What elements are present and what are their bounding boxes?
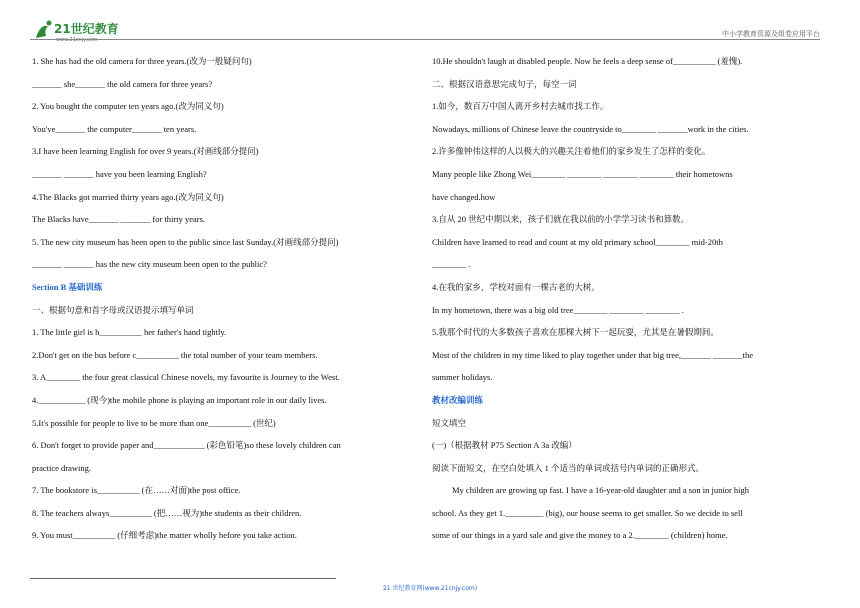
- left-line: practice drawing.: [32, 462, 91, 473]
- right-line: 2.许多像钟伟这样的人以极大的兴趣关注着他们的家乡发生了怎样的变化。: [432, 146, 711, 157]
- left-line: 5. The new city museum has been open to the public since last Sunday.(对画线部分提问): [32, 236, 339, 247]
- right-line: 短文填空: [432, 417, 467, 428]
- footer-text: 21 世纪教育网(www.21cnjy.com): [382, 585, 478, 592]
- right-line: ________ .: [432, 259, 471, 270]
- right-line: school. As they get 1._________ (big), our house seems to get smaller. So we decide to sell: [432, 507, 743, 518]
- left-line: _______ she_______ the old camera for three years?: [32, 78, 213, 89]
- left-line: 2. You bought the computer ten years ago.(改为同义句): [32, 101, 224, 112]
- header-divider: [30, 39, 820, 40]
- left-line: 8. The teachers always__________ (把……视为)the students as their children.: [32, 507, 302, 518]
- left-line: 一、根据句意和首字母或汉语提示填写单词: [32, 304, 194, 315]
- right-line: 5.我那个时代的大多数孩子喜欢在那棵大树下一起玩耍，尤其是在暑假期间。: [432, 327, 719, 338]
- logo-subtext: www.21cnjy.com: [56, 37, 98, 43]
- left-line: _______ _______ have you been learning English?: [32, 168, 207, 179]
- left-column: [32, 50, 418, 547]
- left-line: 1. The little girl is h__________ her father's hand tightly.: [32, 327, 227, 338]
- right-line: 二、根据汉语意思完成句子，每空一词: [432, 78, 577, 89]
- left-line: 3. A________ the four great classical Chinese novels, my favourite is Journey to the West.: [32, 372, 340, 383]
- site-logo: [30, 18, 140, 44]
- left-line: 2.Don't get on the bus before c__________ the total number of your team members.: [32, 349, 318, 360]
- footer-divider: [30, 578, 336, 579]
- left-line: 4.The Blacks got married thirty years ago.(改为同义句): [32, 191, 224, 202]
- logo-text: 21世纪教育: [54, 22, 119, 36]
- section-heading: Section B 基础训练: [32, 281, 103, 292]
- right-line: 3.自从 20 世纪中期以来，孩子们就在我以前的小学学习读书和算数。: [432, 214, 690, 225]
- right-line: 4.在我的家乡，学校对面有一棵古老的大树。: [432, 281, 600, 292]
- right-line: summer holidays.: [432, 372, 493, 383]
- right-line: 1.如今，数百万中国人离开乡村去城市找工作。: [432, 101, 609, 112]
- right-line: 阅读下面短文，在空白处填入 1 个适当的单词或括号内单词的正确形式。: [432, 462, 705, 473]
- left-line: 6. Don't forget to provide paper and____________ (彩色铅笔)so these lovely children can: [32, 440, 341, 451]
- section-heading: 教材改编训练: [432, 394, 484, 405]
- right-line: Many people like Zhong Wei________ ________ ________ ________ their hometowns: [432, 168, 733, 179]
- left-line: 4.___________ (现今)the mobile phone is playing an important role in our daily lives.: [32, 394, 327, 405]
- left-line: _______ _______ has the new city museum been open to the public?: [32, 259, 267, 270]
- right-line: 10.He shouldn't laugh at disabled people. Now he feels a deep sense of__________ (羞愧).: [432, 56, 743, 66]
- left-line: 7. The bookstore is__________ (在……对面)the post office.: [32, 485, 241, 496]
- left-line: The Blacks have_______ _______ for thirty years.: [32, 214, 206, 225]
- right-line: some of our things in a yard sale and give the money to a 2.________ (children) home.: [432, 530, 728, 541]
- left-line: You've_______ the computer_______ ten years.: [32, 123, 197, 134]
- right-line: My children are growing up fast. I have a 16-year-old daughter and a son in junior high: [452, 485, 750, 496]
- left-line: 9. You must__________ (仔细考虑)the matter wholly before you take action.: [32, 530, 297, 541]
- left-line: 1. She has had the old camera for three years.(改为一般疑问句): [32, 56, 252, 66]
- left-line: 3.I have been learning English for over 9 years.(对画线部分提问): [32, 146, 259, 157]
- right-line: In my hometown, there was a big old tree________ ________ ________ .: [432, 304, 684, 315]
- right-line: (一)（根据教材 P75 Section A 3a 改编）: [432, 440, 577, 451]
- right-line: Nowadays, millions of Chinese leave the countryside to________ _______work in the cities.: [432, 123, 749, 134]
- right-column: [432, 50, 824, 547]
- platform-name: 中小学教育资源及组卷应用平台: [722, 30, 820, 38]
- left-line: 5.It's possible for people to live to be more than one__________ (世纪): [32, 417, 276, 428]
- right-line: Most of the children in my time liked to play together under that big tree,_______ _______the: [432, 349, 754, 360]
- runner-icon: [36, 26, 48, 38]
- right-line: Children have learned to read and count at my old primary school________ mid-20th: [432, 236, 723, 247]
- right-line: have changed.how: [432, 191, 496, 202]
